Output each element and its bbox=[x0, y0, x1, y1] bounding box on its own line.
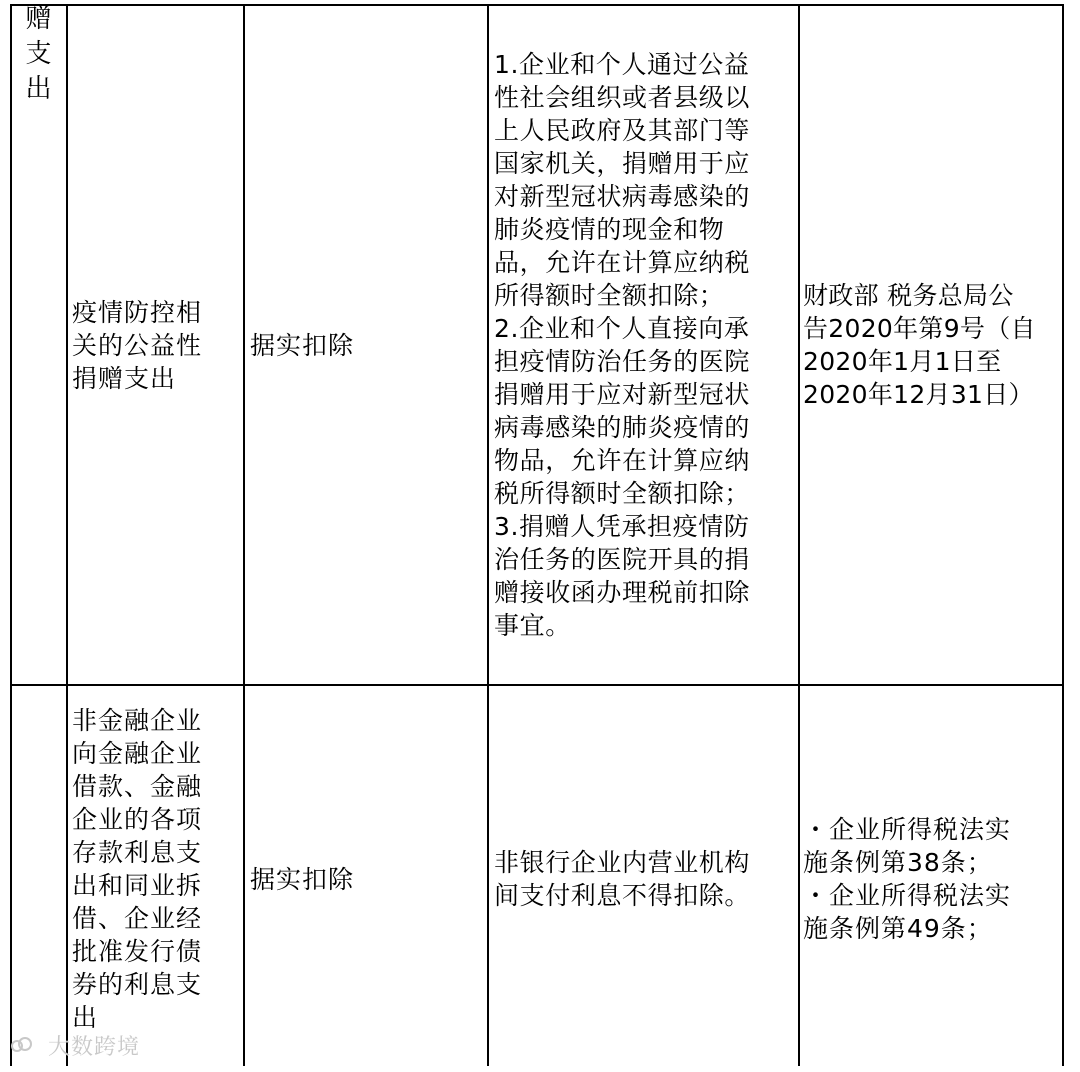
row-1-item-text: 疫情防控相 关的公益性 捐赠支出 bbox=[72, 297, 203, 393]
table-right-border bbox=[1062, 4, 1064, 1066]
row-2-category-cell bbox=[12, 686, 66, 1066]
row-1-category-cell bbox=[12, 2, 66, 112]
row-2-notes-text: 非银行企业内营业机构 间支付利息不得扣除。 bbox=[494, 848, 751, 910]
row-2-method-cell bbox=[250, 686, 487, 1072]
watermark bbox=[10, 1030, 140, 1061]
row-2-item-text: 非金融企业 向金融企业 借款、金融 企业的各项 存款利息支 出和同业拆 借、企业经 批准发行债 券的利息支 出 bbox=[72, 706, 203, 1032]
row-1-notes-text: 1.企业和个人通过公益 性社会组织或者县级以 上人民政府及其部门等 国家机关，捐赠用于应 对新型冠状病毒感染的 肺炎疫情的现金和物 品，允许在计算应纳税 所得额时全额扣除； 2.企业和个人直接向承 担疫情防治任务的医院 捐赠用于应对新型冠状 病毒感染的肺炎疫情的 物品，允许在计算应纳 税所得额时全额扣除； 3.捐赠人凭承担疫情防 治任务的医院开具的捐 赠接收函办理税前扣除 事宜。 bbox=[494, 50, 751, 640]
row-1-category-text: 赠 支 出 bbox=[25, 4, 53, 104]
row-2-notes-cell bbox=[494, 686, 798, 1072]
column-divider-1 bbox=[66, 4, 68, 1066]
row-2-basis-cell bbox=[803, 686, 1062, 1072]
column-divider-3 bbox=[487, 4, 489, 1066]
row-2-item-cell bbox=[72, 704, 243, 1066]
watermark-text: 大数跨境 bbox=[48, 1035, 141, 1060]
row-1-method-text: 据实扣除 bbox=[250, 330, 355, 360]
column-divider-2 bbox=[243, 4, 245, 1066]
row-2-basis-text: ・企业所得税法实 施条例第38条； ・企业所得税法实 施条例第49条； bbox=[803, 815, 1012, 943]
row-1-basis-text: 财政部 税务总局公 告2020年第9号（自 2020年1月1日至 2020年12月31日） bbox=[803, 281, 1036, 409]
cloud-logo-icon bbox=[10, 1035, 36, 1059]
row-2-method-text: 据实扣除 bbox=[250, 864, 355, 894]
column-divider-4 bbox=[798, 4, 800, 1066]
row-1-method-cell bbox=[250, 6, 487, 684]
row-1-basis-cell bbox=[803, 6, 1062, 684]
row-1-item-cell bbox=[72, 6, 243, 684]
row-1-notes-cell bbox=[494, 6, 798, 684]
